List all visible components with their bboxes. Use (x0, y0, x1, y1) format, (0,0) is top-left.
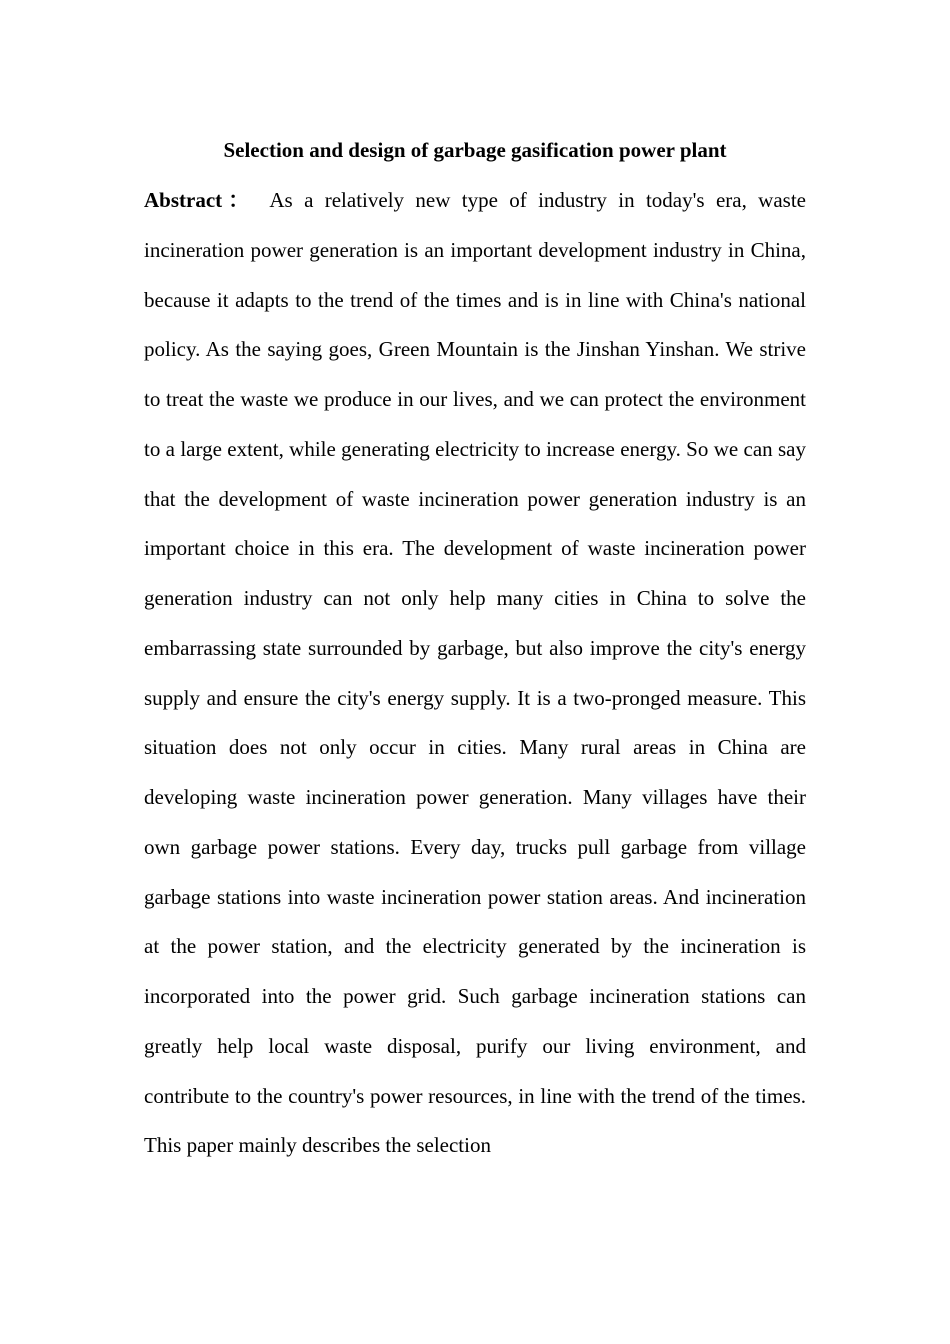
abstract-label: Abstract (144, 188, 223, 212)
abstract-text: As a relatively new type of industry in today's era, waste incineration power generation is an important development industry in China, because it adapts to the trend of the times and is in line with China's national policy. As the saying goes, Green Mountain is the Jinshan Yinshan. We strive to treat the waste we produce in our lives, and we can protect the environment to a large extent, while generating electricity to increase energy. So we can say that the development of waste incineration power generation industry is an important choice in this era. The development of waste incineration power generation industry can not only help many cities in China to solve the embarrassing state surrounded by garbage, but also improve the city's energy supply and ensure the city's energy supply. It is a two-pronged measure. This situation does not only occur in cities. Many rural areas in China are developing waste incineration power generation. Many villages have their own garbage power stations. Every day, trucks pull garbage from village garbage stations into waste incineration power station areas. And incineration at the power station, and the electricity generated by the incineration is incorporated into the power grid. Such garbage incineration stations can greatly help local waste disposal, purify our living environment, and contribute to the country's power resources, in line with the trend of the times. This paper mainly describes the selection (144, 188, 806, 1158)
abstract-paragraph (144, 176, 806, 1171)
paper-title: Selection and design of garbage gasification power plant (223, 138, 727, 162)
abstract-colon: ： (222, 188, 256, 212)
